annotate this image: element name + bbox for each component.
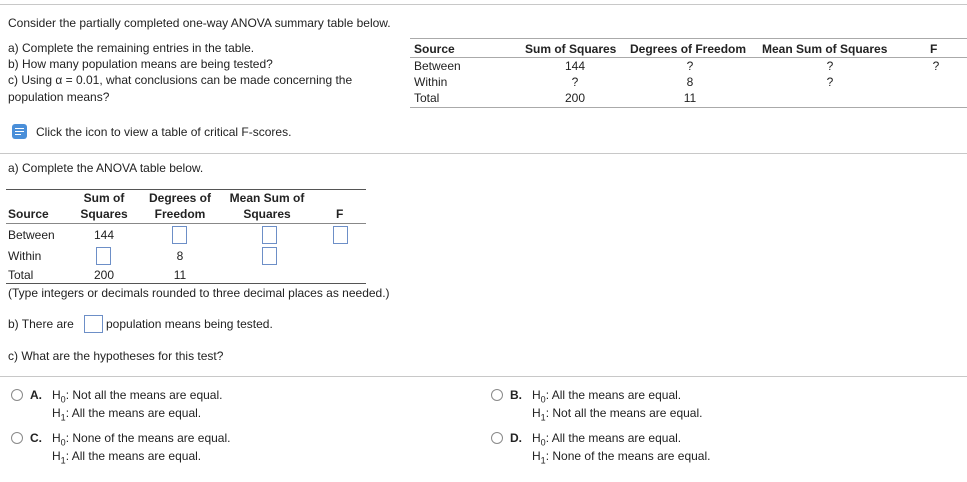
answer-row-within-df: 8 [176, 249, 184, 263]
answer-header-rule [6, 223, 366, 224]
part-a-prompt: a) Complete the ANOVA table below. [8, 161, 204, 175]
option-c-radio[interactable] [11, 432, 23, 444]
summary-row-total-ss: 200 [564, 91, 586, 105]
option-b-radio[interactable] [491, 389, 503, 401]
answer-row-between-label: Between [8, 228, 55, 242]
summary-row-between-ms: ? [826, 59, 834, 73]
answer-header-ss-line2: Squares [80, 207, 128, 221]
summary-header-df: Degrees of Freedom [630, 42, 747, 56]
answer-table-bottom-rule [6, 283, 366, 284]
answer-header-ms-line1: Mean Sum of [229, 191, 305, 205]
summary-row-between-df: ? [686, 59, 694, 73]
summary-header-source: Source [414, 42, 455, 56]
option-a-h0: $H_0$: Not all the means are equal. [52, 388, 223, 405]
question-c-line2: population means? [8, 90, 110, 104]
option-d-radio[interactable] [491, 432, 503, 444]
answer-header-ss-line1: Sum of [83, 191, 125, 205]
summary-table-bottom-rule [410, 107, 967, 108]
part-b-text-after: population means being tested. [106, 317, 273, 331]
part-b-text-before: b) There are [8, 317, 74, 331]
critical-f-table-icon[interactable] [12, 124, 27, 139]
option-c-h0: $H_0$: None of the means are equal. [52, 431, 231, 448]
option-b-h0: $H_0$: All the means are equal. [532, 388, 682, 405]
population-means-count-input[interactable] [84, 315, 103, 333]
intro-text: Consider the partially completed one-way ANOVA summary table below. [8, 16, 391, 30]
summary-row-within-ms: ? [826, 75, 834, 89]
summary-header-rule [410, 57, 967, 58]
part-c-prompt: c) What are the hypotheses for this test? [8, 349, 224, 363]
option-d-h0: $H_0$: All the means are equal. [532, 431, 682, 448]
option-c-h1: $H_1$: All the means are equal. [52, 449, 202, 466]
option-c-letter: C. [30, 431, 42, 445]
option-b-letter: B. [510, 388, 522, 402]
answer-header-f: F [336, 207, 344, 221]
f-statistic-input[interactable] [333, 226, 348, 244]
summary-row-within-source: Within [414, 75, 448, 89]
option-d-h1: $H_1$: None of the means are equal. [532, 449, 711, 466]
question-c-line1: c) Using α = 0.01, what conclusions can be made concerning the [8, 73, 353, 87]
answer-row-within-label: Within [8, 249, 42, 263]
summary-header-ms: Mean Sum of Squares [762, 42, 888, 56]
rounding-hint: (Type integers or decimals rounded to three decimal places as needed.) [8, 286, 390, 300]
summary-row-within-df: 8 [686, 75, 694, 89]
option-b-h1: $H_1$: Not all the means are equal. [532, 406, 703, 423]
within-ss-input[interactable] [96, 247, 111, 265]
summary-row-within-ss: ? [571, 75, 579, 89]
answer-row-between-ss: 144 [93, 228, 115, 242]
summary-row-between-ss: 144 [564, 59, 586, 73]
question-a: a) Complete the remaining entries in the table. [8, 41, 255, 55]
summary-row-between-f: ? [932, 59, 940, 73]
top-divider [0, 4, 967, 5]
summary-row-total-df: 11 [683, 91, 697, 105]
answer-header-df-line1: Degrees of [148, 191, 212, 205]
answer-row-total-df: 11 [173, 268, 187, 282]
answer-header-df-line2: Freedom [154, 207, 206, 221]
critical-f-link-text: Click the icon to view a table of critical F-scores. [36, 125, 292, 139]
option-a-radio[interactable] [11, 389, 23, 401]
answer-header-source: Source [8, 207, 49, 221]
section-divider [0, 153, 967, 154]
summary-table-top-rule [410, 38, 967, 39]
summary-header-ss: Sum of Squares [525, 42, 617, 56]
summary-row-between-source: Between [414, 59, 461, 73]
between-ms-input[interactable] [262, 226, 277, 244]
answer-table-top-rule [6, 189, 366, 190]
option-a-h1: $H_1$: All the means are equal. [52, 406, 202, 423]
question-b: b) How many population means are being tested? [8, 57, 273, 71]
within-ms-input[interactable] [262, 247, 277, 265]
answer-row-total-label: Total [8, 268, 34, 282]
between-df-input[interactable] [172, 226, 187, 244]
option-a-letter: A. [30, 388, 42, 402]
answer-header-ms-line2: Squares [243, 207, 291, 221]
summary-header-f: F [930, 42, 938, 56]
answer-row-total-ss: 200 [93, 268, 115, 282]
options-divider [0, 376, 967, 377]
option-d-letter: D. [510, 431, 522, 445]
summary-row-total-source: Total [414, 91, 440, 105]
